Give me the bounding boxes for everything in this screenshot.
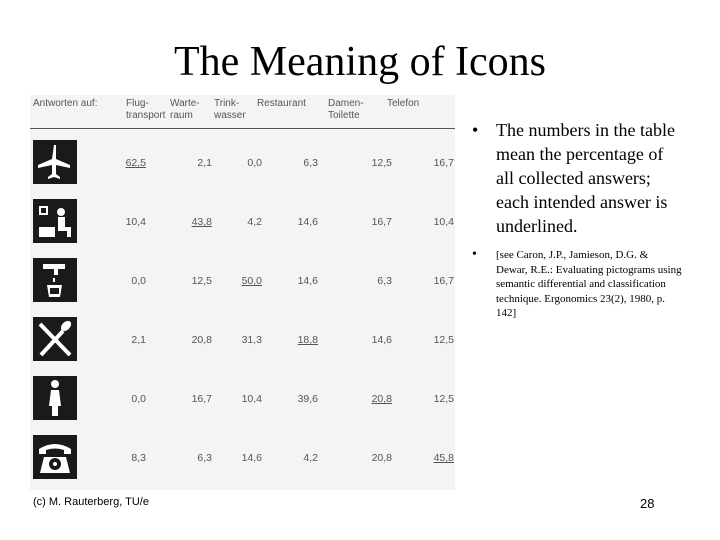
table-cell: 20,8 [371,393,392,405]
table-cell: 12,5 [433,393,454,405]
table-cell: 12,5 [371,157,392,169]
bullet-item-reference [472,248,682,321]
column-header-water: Trink- wasser [214,98,246,121]
table-cell: 62,5 [125,157,146,169]
table-cell: 16,7 [371,216,392,228]
table-cell: 16,7 [433,157,454,169]
table-cell: 39,6 [297,393,318,405]
table-cell: 14,6 [241,452,262,464]
waiting-room-icon [33,199,77,243]
table-cell: 8,3 [131,452,146,464]
table-cell: 4,2 [247,216,262,228]
bullet-list [472,118,682,321]
table-cell: 50,0 [241,275,262,287]
table-cell: 45,8 [433,452,454,464]
page-number: 28 [640,496,655,511]
column-header-waiting: Warte- raum [170,98,200,121]
drinking-water-icon [33,258,77,302]
table-cell: 0,0 [131,275,146,287]
column-header-restaurant: Restaurant [257,98,306,109]
table-cell: 10,4 [125,216,146,228]
icon-survey-table [30,95,455,490]
bullet-dot-icon: • [472,120,479,140]
table-cell: 0,0 [131,393,146,405]
airplane-icon [33,140,77,184]
table-header-label: Antworten auf: [33,98,98,109]
table-cell: 6,3 [377,275,392,287]
table-cell: 20,8 [371,452,392,464]
column-header-telephone: Telefon [387,98,420,109]
table-cell: 14,6 [297,275,318,287]
bullet-text-reference: [see Caron, J.P., Jamieson, D.G. & Dewar, R.E.: Evaluating pictograms using semantic differential and classification technique. Ergonomics 23(2), 1980, p. 142] [496,249,682,319]
table-cell: 10,4 [241,393,262,405]
table-cell: 12,5 [433,334,454,346]
column-header-toilet: Damen- Toilette [328,98,364,121]
table-cell: 18,8 [297,334,318,346]
table-cell: 0,0 [247,157,262,169]
table-cell: 2,1 [131,334,146,346]
header-divider [30,128,455,129]
table-cell: 14,6 [297,216,318,228]
table-cell: 20,8 [191,334,212,346]
column-header-flight: Flug- transport [126,98,166,121]
table-cell: 6,3 [303,157,318,169]
table-cell: 31,3 [241,334,262,346]
table-cell: 14,6 [371,334,392,346]
footer-author: (c) M. Rauterberg, TU/e [33,496,149,508]
bullet-dot-icon: • [472,247,477,262]
table-cell: 16,7 [433,275,454,287]
table-cell: 2,1 [197,157,212,169]
telephone-icon [33,435,77,479]
table-cell: 16,7 [191,393,212,405]
slide-title: The Meaning of Icons [173,39,547,85]
table-cell: 43,8 [191,216,212,228]
bullet-text-main: The numbers in the table mean the percentage of all collected answers; each intended answer is underlined. [496,120,675,236]
bullet-item-main [472,118,682,238]
table-cell: 4,2 [303,452,318,464]
table-cell: 12,5 [191,275,212,287]
restaurant-icon [33,317,77,361]
ladies-toilet-icon [33,376,77,420]
table-cell: 10,4 [433,216,454,228]
table-cell: 6,3 [197,452,212,464]
